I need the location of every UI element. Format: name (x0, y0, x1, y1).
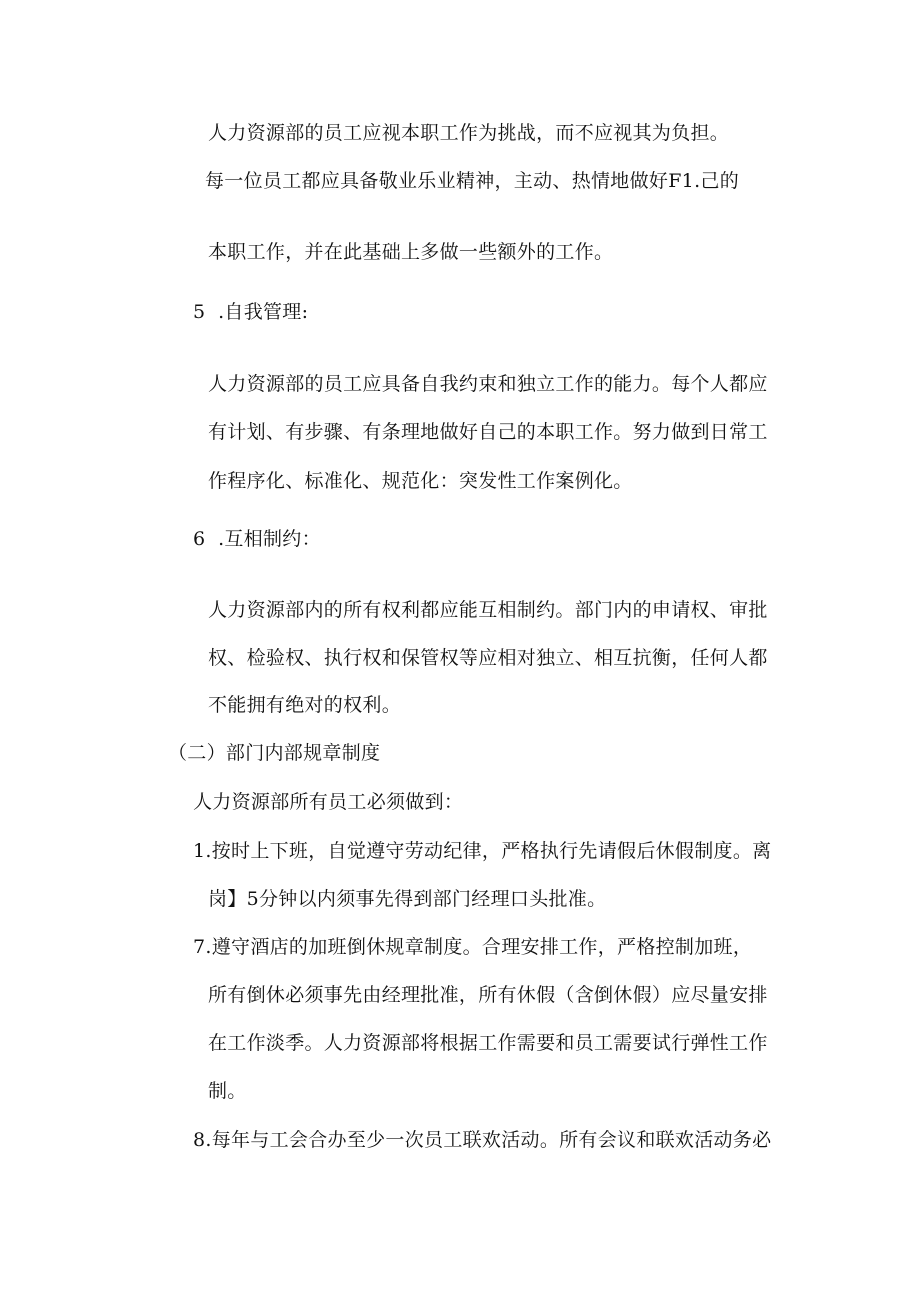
paragraph-line: 本职工作，并在此基础上多做一些额外的工作。 (208, 241, 614, 263)
paragraph-line: 不能拥有绝对的权利。 (208, 694, 402, 716)
paragraph-line: 人力资源部内的所有权利都应能互相制约。部门内的申请权、审批 (208, 599, 768, 621)
list-item-line: 8.每年与工会合办至少一次员工联欢活动。所有会议和联欢活动务必 (193, 1129, 772, 1151)
paragraph-line: 人力资源部的员工应具备自我约束和独立工作的能力。每个人都应 (208, 373, 768, 395)
list-item-line: 1.按时上下班，自觉遵守劳动纪律，严格执行先请假后休假制度。离 (193, 840, 772, 862)
section-heading: 5 .自我管理: (193, 301, 309, 323)
paragraph-line: 人力资源部所有员工必须做到： (193, 791, 464, 813)
paragraph-line: 人力资源部的员工应视本职工作为挑战，而不应视其为负担。 (208, 122, 730, 144)
paragraph-line: 每一位员工都应具备敬业乐业精神，主动、热情地做好F1.己的 (205, 170, 740, 192)
paragraph-line: 有计划、有步骤、有条理地做好自己的本职工作。努力做到日常工 (208, 421, 768, 443)
list-item-line: 制。 (208, 1080, 247, 1102)
paragraph-line: 作程序化、标准化、规范化：突发性工作案例化。 (208, 470, 633, 492)
list-item-line: 7.遵守酒店的加班倒休规章制度。合理安排工作，严格控制加班， (193, 936, 753, 958)
list-item-line: 岗】5分钟以内须事先得到部门经理口头批准。 (208, 888, 607, 910)
list-item-line: 所有倒休必须事先由经理批准，所有休假（含倒休假）应尽量安排 (208, 984, 768, 1006)
paragraph-line: 权、检验权、执行权和保管权等应相对独立、相互抗衡，任何人都 (208, 647, 768, 669)
chapter-heading: （二）部门内部规章制度 (168, 742, 381, 764)
section-heading: 6 .互相制约： (193, 528, 321, 550)
list-item-line: 在工作淡季。人力资源部将根据工作需要和员工需要试行弹性工作 (208, 1032, 768, 1054)
